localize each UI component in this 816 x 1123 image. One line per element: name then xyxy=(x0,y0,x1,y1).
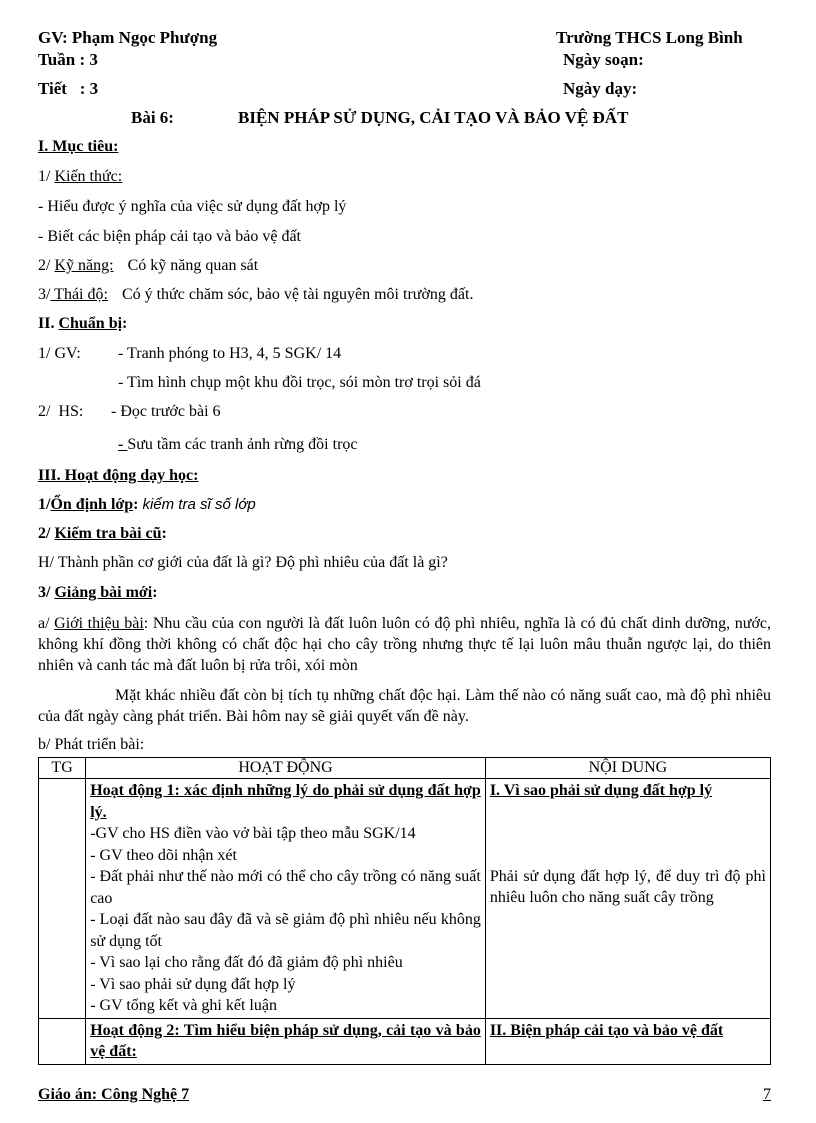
activity-item: -GV cho HS điền vào vở bài tập theo mẫu SGK/14 xyxy=(90,825,416,842)
lesson-table xyxy=(38,757,771,1065)
hs-label: 2/ HS: xyxy=(38,403,84,420)
activity-2-title: Hoạt động 2: Tìm hiểu biện pháp sử dụng, cải tạo và bảo vệ đất: xyxy=(90,1021,481,1060)
activity-1-title: Hoạt động 1: xác định những lý do phải sử dụng đất hợp lý. xyxy=(90,782,481,821)
content-2-title: II. Biện pháp cải tạo và bảo vệ đất xyxy=(489,1021,724,1039)
period-label: Tiết : 3 xyxy=(38,79,99,98)
objectives-heading: I. Mục tiêu: xyxy=(38,138,119,155)
table-row xyxy=(39,1018,771,1064)
step-2: 2/ Kiểm tra bài cũ: xyxy=(38,525,167,542)
page-number: 7 xyxy=(763,1086,771,1103)
header-tg: TG xyxy=(39,758,86,779)
activity-item: - Đất phải như thế nào mới có thể cho cây trồng có năng suất cao xyxy=(90,868,481,907)
activity-item: - Vì sao lại cho rằng đất đó đã giảm độ phì nhiêu xyxy=(90,954,403,971)
tg-cell xyxy=(39,779,86,1019)
review-question: H/ Thành phần cơ giới của đất là gì? Độ phì nhiêu của đất là gì? xyxy=(38,554,448,571)
week-label: Tuần : 3 xyxy=(38,50,98,69)
attitude-line: 3/ Thái độ: Có ý thức chăm sóc, bảo vệ tài nguyên môi trường đất. xyxy=(38,286,474,303)
header-content: NỘI DUNG xyxy=(485,758,770,779)
lesson-number: Bài 6: xyxy=(131,108,174,127)
content-cell xyxy=(485,779,770,1019)
develop-label: b/ Phát triển bài: xyxy=(38,736,145,753)
school-name: Trường THCS Long Bình xyxy=(556,28,743,47)
intro-paragraph-2: Mặt khác nhiều đất còn bị tích tụ những chất độc hại. Làm thế nào có năng suất cao, mà độ phì nhiêu của đất ngày càng phát triển. Bài hôm nay sẽ giải quyết vấn đề này. xyxy=(38,687,771,725)
table-header-row xyxy=(39,758,771,779)
activity-item: - Loại đất nào sau đây đã và sẽ giảm độ phì nhiêu nếu không sử dụng tốt xyxy=(90,911,481,950)
activity-cell xyxy=(86,779,486,1019)
table-row xyxy=(39,779,771,1019)
lesson-title: BIỆN PHÁP SỬ DỤNG, CẢI TẠO VÀ BẢO VỆ ĐẤT xyxy=(238,108,629,127)
knowledge-subheading: 1/ Kiến thức: xyxy=(38,168,123,185)
gv-item: - Tranh phóng to H3, 4, 5 SGK/ 14 xyxy=(118,345,342,362)
gv-item: - Tìm hình chụp một khu đồi trọc, sói mòn trơ trọi sỏi đá xyxy=(118,374,481,391)
content-cell xyxy=(485,1018,770,1064)
hs-item: - Sưu tầm các tranh ảnh rừng đồi trọc xyxy=(118,436,358,453)
footer-title: Giáo án: Công Nghệ 7 xyxy=(38,1086,190,1103)
prep-date-label: Ngày soạn: xyxy=(563,50,644,69)
content-1-text: Phải sử dụng đất hợp lý, để duy trì độ phì nhiêu luôn cho năng suất cây trồng xyxy=(489,867,766,906)
prep-heading: II. Chuẩn bị: xyxy=(38,315,128,332)
skill-line: 2/ Kỹ năng: Có kỹ năng quan sát xyxy=(38,257,259,274)
gv-label: 1/ GV: xyxy=(38,345,81,362)
content-1-title: I. Vì sao phải sử dụng đất hợp lý xyxy=(489,782,713,799)
activity-item: - Vì sao phải sử dụng đất hợp lý xyxy=(90,975,296,993)
knowledge-item: - Biết các biện pháp cải tạo và bảo vệ đất xyxy=(38,228,301,245)
activity-item: - GV theo dõi nhận xét xyxy=(90,846,237,864)
step-1: 1/Ổn định lớp: kiểm tra sĩ số lớp xyxy=(38,496,256,513)
tg-cell xyxy=(39,1018,86,1064)
knowledge-item: - Hiểu được ý nghĩa của việc sử dụng đất hợp lý xyxy=(38,198,347,215)
teach-date-label: Ngày dạy: xyxy=(563,79,638,98)
intro-paragraph: a/ Giới thiệu bài: Nhu cầu của con người là đất luôn luôn có độ phì nhiêu, nghĩa là có đủ chất dinh dưỡng, nước, không khí đồng thời không có chất độc hại cho cây trồng nhưng thực tế lại luôn mâu thuẫn ngược lại, do thiên nhiên và canh tác mà đất luôn bị rửa trôi, xói mòn xyxy=(38,615,772,674)
activity-cell xyxy=(86,1018,486,1064)
step-3: 3/ Giảng bài mới: xyxy=(38,584,158,601)
activity-item: - GV tổng kết và ghi kết luận xyxy=(90,997,277,1014)
activities-heading: III. Hoạt động dạy học: xyxy=(38,467,199,484)
hs-item: - Đọc trước bài 6 xyxy=(111,403,221,420)
teacher-name: GV: Phạm Ngọc Phượng xyxy=(38,28,218,47)
header-activity: HOẠT ĐỘNG xyxy=(86,758,486,779)
